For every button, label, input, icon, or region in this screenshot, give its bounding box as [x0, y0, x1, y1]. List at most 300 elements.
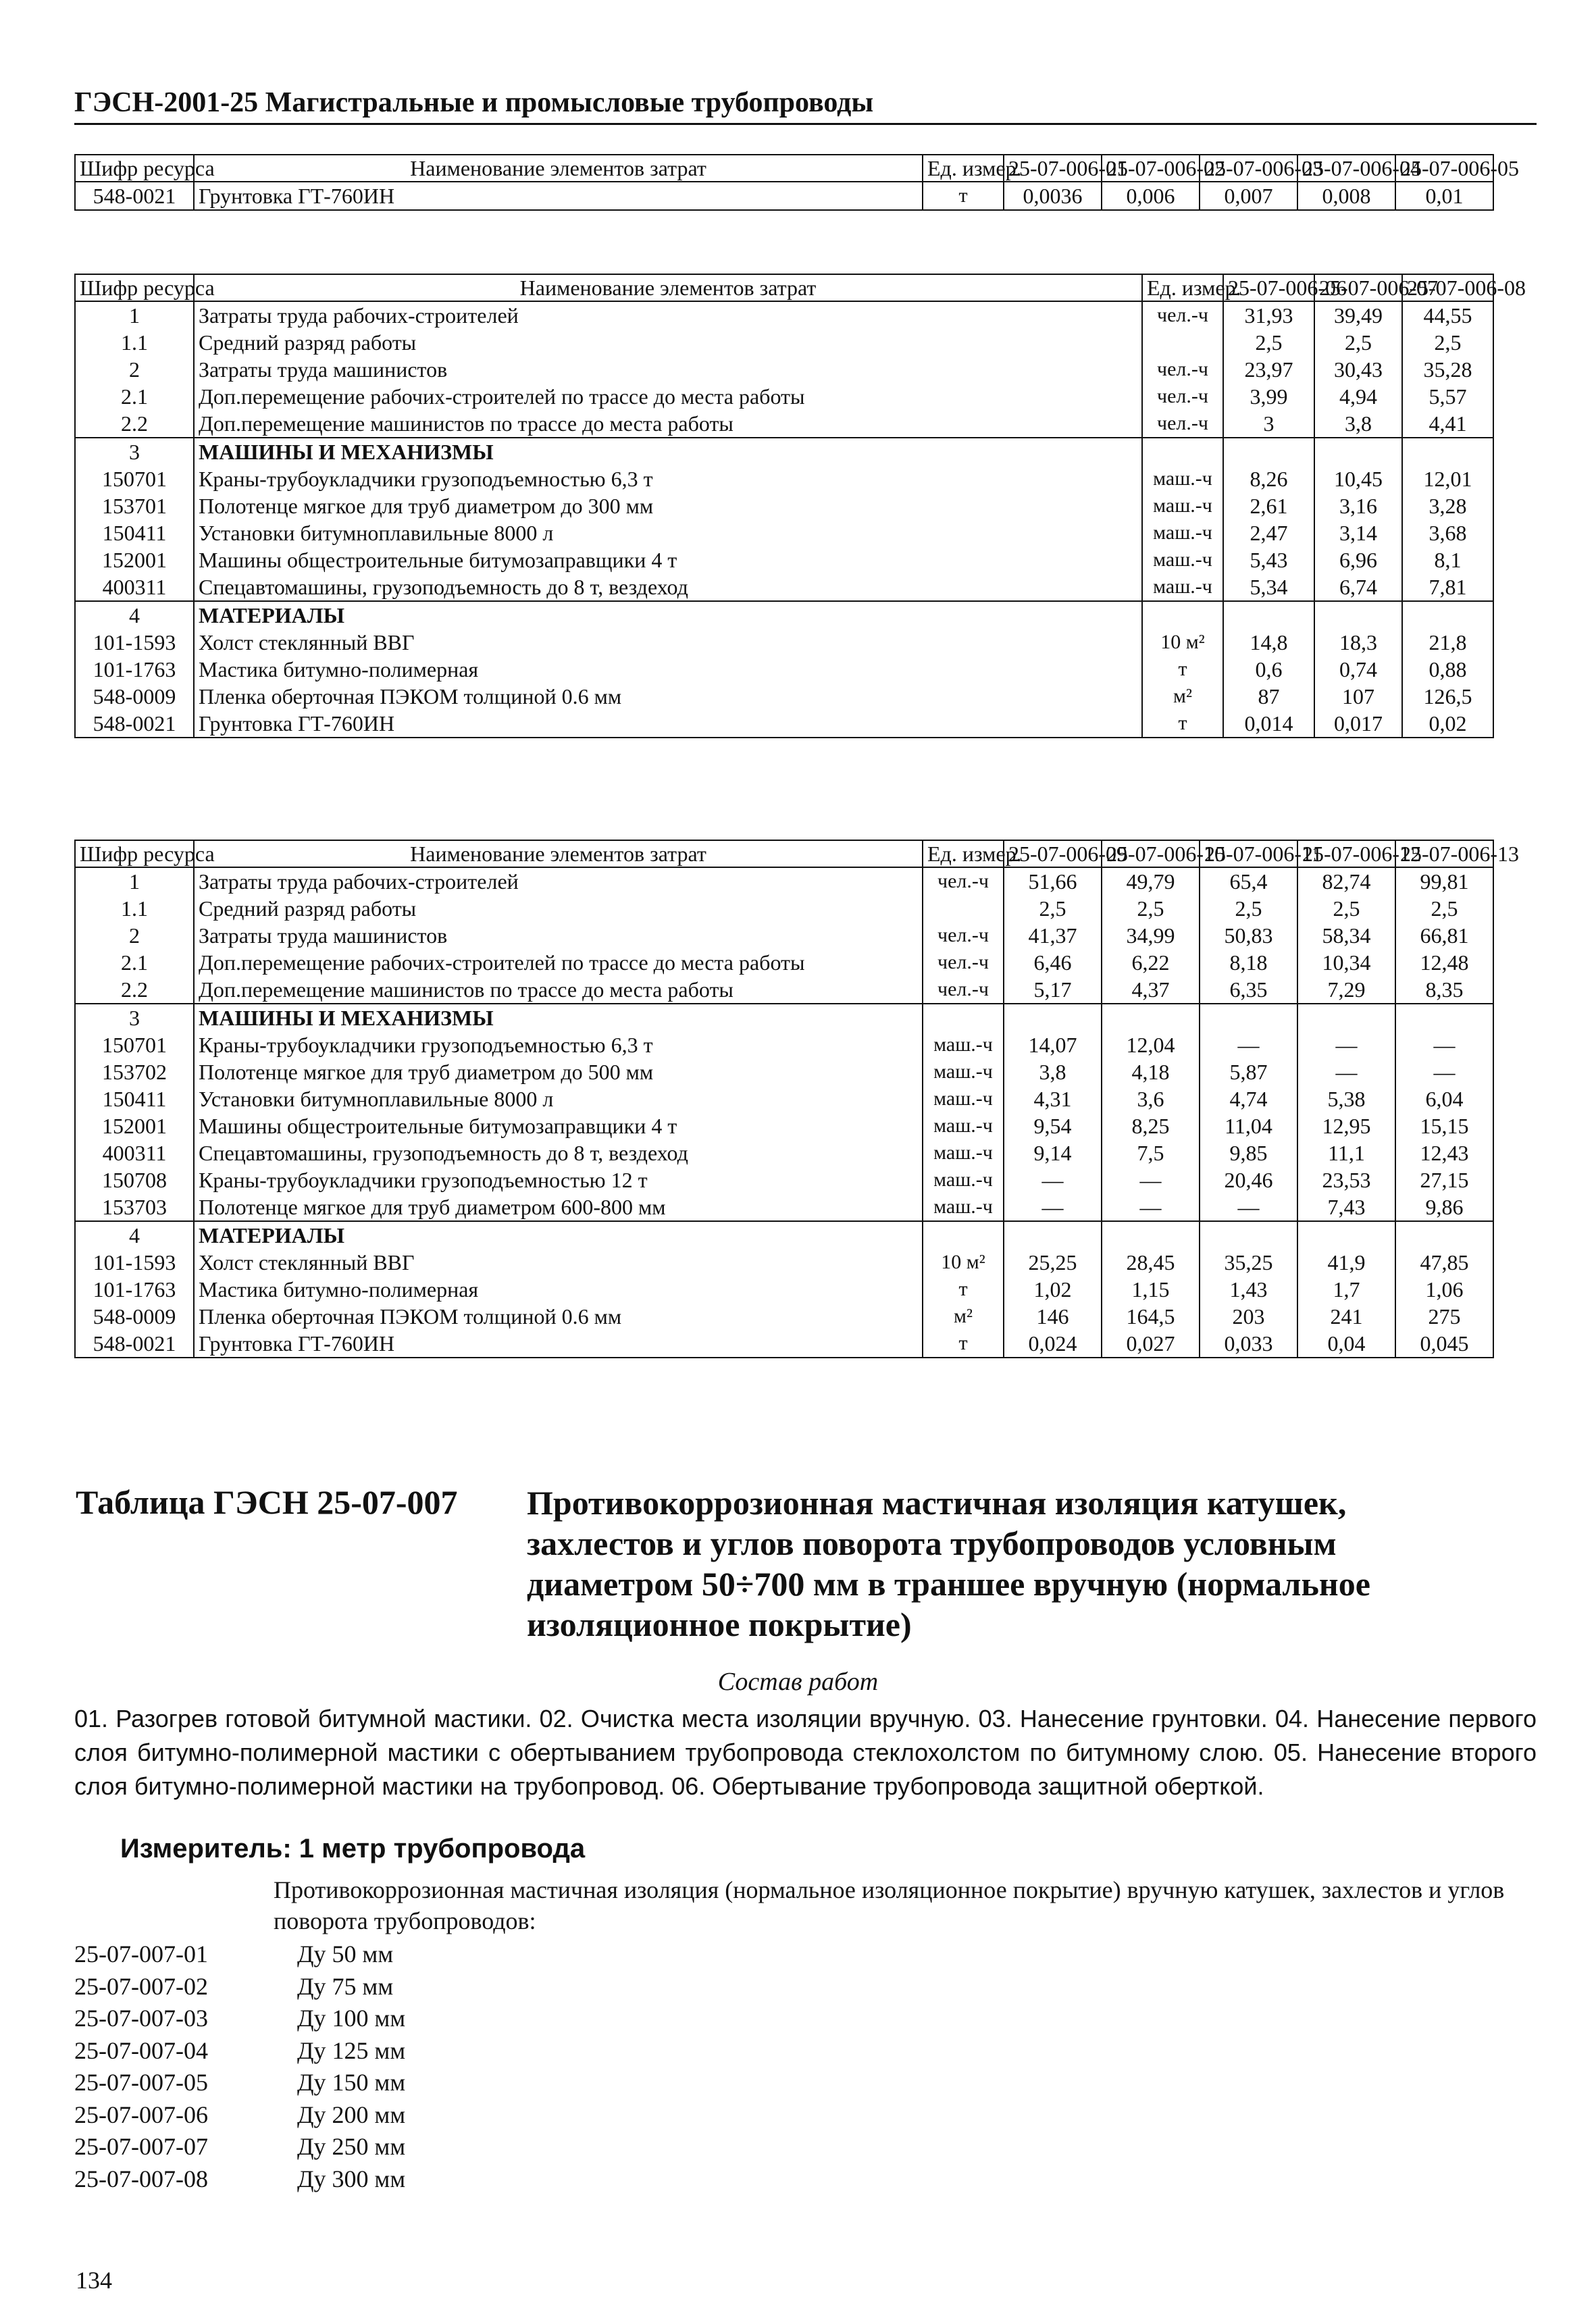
value-cell: 164,5 — [1102, 1303, 1200, 1330]
value-cell: 6,96 — [1314, 546, 1402, 573]
variant-label: Ду 75 мм — [297, 1972, 394, 2000]
table-header-row — [75, 274, 1493, 301]
value-cell: 8,18 — [1200, 949, 1297, 976]
value-cell: 5,57 — [1402, 383, 1493, 410]
value-cell: 0,01 — [1395, 182, 1493, 210]
column-header-code: Шифр ресурса — [75, 840, 194, 867]
value-cell: 1,06 — [1395, 1276, 1493, 1303]
resource-code: 2 — [75, 356, 194, 383]
table-header-row — [75, 155, 1493, 182]
column-header-variant: 25-07-006-09 — [1004, 840, 1102, 867]
value-cell: 30,43 — [1314, 356, 1402, 383]
unit-of-measure-cell: 10 м² — [1142, 629, 1223, 656]
unit-of-measure-cell: т — [923, 182, 1004, 210]
resource-name: Пленка оберточная ПЭКОМ толщиной 0.6 мм — [194, 683, 1142, 710]
value-cell: 35,28 — [1402, 356, 1493, 383]
value-cell: 1,43 — [1200, 1276, 1297, 1303]
value-cell: 6,22 — [1102, 949, 1200, 976]
resource-code: 2.2 — [75, 976, 194, 1004]
table-row — [75, 438, 1493, 465]
unit-of-measure-cell: маш.-ч — [1142, 465, 1223, 492]
resource-name: Холст стеклянный ВВГ — [194, 629, 1142, 656]
table-row — [75, 573, 1493, 601]
resource-code: 548-0021 — [75, 710, 194, 738]
value-cell: — — [1200, 1031, 1297, 1058]
variant-code: 25-07-007-01 — [74, 1940, 208, 1968]
work-composition-paragraph: 01. Разогрев готовой битумной мастики. 02. Очистка места изоляции вручную. 03. Нанесение грунтовки. 04. Нанесение первого слоя битумно-полимерной мастики с обертыванием трубопровода стеклохолстом по битумному слою. 05. Нанесение второго слоя битумно-полимерной мастики на трубопровод. 06. Обертывание трубопровода защитной оберткой. — [74, 1705, 1537, 1800]
resource-code: 153701 — [75, 492, 194, 519]
variant-label: Ду 250 мм — [297, 2133, 406, 2160]
value-cell: 2,5 — [1395, 895, 1493, 922]
table-row — [75, 867, 1493, 895]
work-composition-heading: Состав работ — [717, 1668, 879, 1696]
value-cell: 0,6 — [1223, 656, 1314, 683]
unit-of-measure-cell: маш.-ч — [923, 1031, 1004, 1058]
resource-code: 3 — [75, 1004, 194, 1031]
resource-code: 1 — [75, 867, 194, 895]
value-cell: 9,14 — [1004, 1139, 1102, 1166]
unit-of-measure-cell: маш.-ч — [1142, 492, 1223, 519]
unit-of-measure: Измеритель: 1 метр трубопровода — [120, 1834, 586, 1863]
value-cell: 1,15 — [1102, 1276, 1200, 1303]
value-cell: 4,94 — [1314, 383, 1402, 410]
column-header-variant: 25-07-006-13 — [1395, 840, 1493, 867]
resource-code: 4 — [75, 1221, 194, 1249]
resource-code: 548-0009 — [75, 683, 194, 710]
variant-code: 25-07-007-08 — [74, 2165, 208, 2192]
value-cell: 2,5 — [1102, 895, 1200, 922]
column-header-variant: 25-07-006-03 — [1200, 155, 1297, 182]
value-cell: 9,86 — [1395, 1193, 1493, 1221]
value-cell: 58,34 — [1297, 922, 1395, 949]
value-cell: 3,14 — [1314, 519, 1402, 546]
value-cell: 8,26 — [1223, 465, 1314, 492]
unit-of-measure-cell — [923, 895, 1004, 922]
unit-of-measure-cell: 10 м² — [923, 1249, 1004, 1276]
table-row — [75, 1139, 1493, 1166]
variant-label: Ду 150 мм — [297, 2069, 406, 2096]
variant-code: 25-07-007-04 — [74, 2036, 208, 2064]
value-cell: 14,07 — [1004, 1031, 1102, 1058]
column-header-variant: 25-07-006-02 — [1102, 155, 1200, 182]
unit-of-measure-cell: маш.-ч — [1142, 573, 1223, 601]
value-cell: 21,8 — [1402, 629, 1493, 656]
resource-name: Грунтовка ГТ-760ИН — [194, 1330, 923, 1358]
value-cell: 107 — [1314, 683, 1402, 710]
value-cell: 0,006 — [1102, 182, 1200, 210]
variants-list — [74, 1938, 405, 2195]
value-cell: — — [1004, 1193, 1102, 1221]
value-cell: 3,8 — [1314, 410, 1402, 438]
resource-code: 101-1763 — [75, 1276, 194, 1303]
table-row — [75, 546, 1493, 573]
resource-name: Затраты труда рабочих-строителей — [194, 301, 1142, 329]
column-header-name: Наименование элементов затрат — [194, 155, 923, 182]
value-cell: 241 — [1297, 1303, 1395, 1330]
table-header-row — [75, 840, 1493, 867]
value-cell — [1402, 438, 1493, 465]
value-cell: 12,95 — [1297, 1112, 1395, 1139]
value-cell — [1314, 438, 1402, 465]
resource-name: МАШИНЫ И МЕХАНИЗМЫ — [194, 438, 1142, 465]
value-cell: 275 — [1395, 1303, 1493, 1330]
resource-name: Полотенце мягкое для труб диаметром до 500 мм — [194, 1058, 923, 1085]
value-cell — [1314, 601, 1402, 629]
value-cell: 8,25 — [1102, 1112, 1200, 1139]
value-cell: 3,16 — [1314, 492, 1402, 519]
resource-code: 4 — [75, 601, 194, 629]
table-row — [75, 1112, 1493, 1139]
column-header-variant: 25-07-006-10 — [1102, 840, 1200, 867]
resource-code: 150411 — [75, 1085, 194, 1112]
resource-name: Доп.перемещение машинистов по трассе до места работы — [194, 976, 923, 1004]
table-row — [75, 683, 1493, 710]
value-cell: 2,5 — [1223, 329, 1314, 356]
resource-name: Доп.перемещение машинистов по трассе до места работы — [194, 410, 1142, 438]
unit-of-measure-cell: чел.-ч — [1142, 301, 1223, 329]
resource-name: Краны-трубоукладчики грузоподъемностью 12 т — [194, 1166, 923, 1193]
table-title: Противокоррозионная мастичная изоляция катушек, захлестов и углов поворота трубопроводов условным диаметром 50÷700 мм в траншее вручную (нормальное изоляционное покрытие) — [527, 1484, 1370, 1643]
value-cell: 5,87 — [1200, 1058, 1297, 1085]
resource-code: 2.1 — [75, 383, 194, 410]
resource-code: 150411 — [75, 519, 194, 546]
value-cell — [1297, 1221, 1395, 1249]
value-cell: 15,15 — [1395, 1112, 1493, 1139]
table-row — [75, 410, 1493, 438]
value-cell — [1297, 1004, 1395, 1031]
resource-code: 152001 — [75, 546, 194, 573]
value-cell: 14,8 — [1223, 629, 1314, 656]
unit-of-measure-cell: т — [923, 1276, 1004, 1303]
resource-name: Грунтовка ГТ-760ИН — [194, 182, 923, 210]
variant-item — [74, 1971, 405, 2003]
unit-of-measure-cell: маш.-ч — [923, 1193, 1004, 1221]
value-cell: 39,49 — [1314, 301, 1402, 329]
table-row — [75, 976, 1493, 1004]
unit-of-measure-cell: чел.-ч — [923, 922, 1004, 949]
variant-item — [74, 2131, 405, 2163]
value-cell: 6,74 — [1314, 573, 1402, 601]
resource-table-2 — [74, 274, 1526, 738]
table-row — [75, 182, 1493, 210]
table-row — [75, 1276, 1493, 1303]
resource-name: Полотенце мягкое для труб диаметром до 300 мм — [194, 492, 1142, 519]
value-cell: — — [1200, 1193, 1297, 1221]
value-cell: 0,007 — [1200, 182, 1297, 210]
table-row — [75, 601, 1493, 629]
unit-of-measure-cell: т — [923, 1330, 1004, 1358]
value-cell: 35,25 — [1200, 1249, 1297, 1276]
column-header-unit: Ед. измер. — [1142, 274, 1223, 301]
column-header-variant: 25-07-006-01 — [1004, 155, 1102, 182]
unit-of-measure-cell — [1142, 438, 1223, 465]
value-cell: 18,3 — [1314, 629, 1402, 656]
resource-name: Установки битумноплавильные 8000 л — [194, 519, 1142, 546]
value-cell: — — [1004, 1166, 1102, 1193]
resource-table-1 — [74, 154, 1519, 211]
unit-of-measure-cell: маш.-ч — [923, 1166, 1004, 1193]
column-header-unit: Ед. измер. — [923, 840, 1004, 867]
value-cell: 11,04 — [1200, 1112, 1297, 1139]
resource-code: 101-1763 — [75, 656, 194, 683]
unit-of-measure-cell: маш.-ч — [923, 1112, 1004, 1139]
value-cell: 12,04 — [1102, 1031, 1200, 1058]
resource-name: Затраты труда рабочих-строителей — [194, 867, 923, 895]
column-header-code: Шифр ресурса — [75, 274, 194, 301]
column-header-name: Наименование элементов затрат — [194, 840, 923, 867]
value-cell — [1223, 601, 1314, 629]
variant-label: Ду 125 мм — [297, 2036, 406, 2064]
value-cell: 12,01 — [1402, 465, 1493, 492]
value-cell: 5,43 — [1223, 546, 1314, 573]
value-cell: 82,74 — [1297, 867, 1395, 895]
value-cell: 3,28 — [1402, 492, 1493, 519]
resource-name: Затраты труда машинистов — [194, 356, 1142, 383]
resource-name: Грунтовка ГТ-760ИН — [194, 710, 1142, 738]
table-label: Таблица ГЭСН 25-07-007 — [76, 1483, 458, 1521]
value-cell: 2,5 — [1200, 895, 1297, 922]
value-cell: 5,38 — [1297, 1085, 1395, 1112]
value-cell: 7,5 — [1102, 1139, 1200, 1166]
column-header-variant: 25-07-006-06 — [1223, 274, 1314, 301]
resource-code: 152001 — [75, 1112, 194, 1139]
value-cell: — — [1297, 1031, 1395, 1058]
value-cell: 126,5 — [1402, 683, 1493, 710]
value-cell: 3,8 — [1004, 1058, 1102, 1085]
variant-item — [74, 2067, 405, 2099]
value-cell: 0,024 — [1004, 1330, 1102, 1358]
resource-name: Спецавтомашины, грузоподъемность до 8 т, вездеход — [194, 573, 1142, 601]
table-row — [75, 301, 1493, 329]
column-header-variant: 25-07-006-04 — [1297, 155, 1395, 182]
value-cell: 0,027 — [1102, 1330, 1200, 1358]
value-cell: 5,34 — [1223, 573, 1314, 601]
column-header-variant: 25-07-006-11 — [1200, 840, 1297, 867]
resource-name: Машины общестроительные битумозаправщики 4 т — [194, 1112, 923, 1139]
value-cell: 12,48 — [1395, 949, 1493, 976]
value-cell: 4,18 — [1102, 1058, 1200, 1085]
resource-code: 101-1593 — [75, 1249, 194, 1276]
table-row — [75, 1058, 1493, 1085]
resource-code: 1.1 — [75, 329, 194, 356]
value-cell: 0,045 — [1395, 1330, 1493, 1358]
value-cell: 20,46 — [1200, 1166, 1297, 1193]
resource-name: Краны-трубоукладчики грузоподъемностью 6,3 т — [194, 465, 1142, 492]
variant-label: Ду 200 мм — [297, 2101, 406, 2128]
value-cell: — — [1102, 1193, 1200, 1221]
variant-item — [74, 2035, 405, 2067]
table-row — [75, 710, 1493, 738]
value-cell: 5,17 — [1004, 976, 1102, 1004]
value-cell: 0,014 — [1223, 710, 1314, 738]
value-cell: 34,99 — [1102, 922, 1200, 949]
table-row — [75, 922, 1493, 949]
table-row — [75, 1193, 1493, 1221]
table-row — [75, 895, 1493, 922]
value-cell: 146 — [1004, 1303, 1102, 1330]
value-cell: 3,68 — [1402, 519, 1493, 546]
unit-of-measure-cell: маш.-ч — [1142, 546, 1223, 573]
value-cell: 0,74 — [1314, 656, 1402, 683]
value-cell: 44,55 — [1402, 301, 1493, 329]
table-row — [75, 492, 1493, 519]
variant-item — [74, 2003, 405, 2035]
value-cell: 0,04 — [1297, 1330, 1395, 1358]
resource-table-3 — [74, 840, 1519, 1358]
work-composition-text — [74, 1702, 1537, 1803]
value-cell: 8,1 — [1402, 546, 1493, 573]
resource-name: МАТЕРИАЛЫ — [194, 1221, 923, 1249]
resource-code: 153703 — [75, 1193, 194, 1221]
table-row — [75, 1085, 1493, 1112]
value-cell: 50,83 — [1200, 922, 1297, 949]
unit-of-measure-cell — [923, 1004, 1004, 1031]
value-cell: 0,033 — [1200, 1330, 1297, 1358]
resource-name: Средний разряд работы — [194, 329, 1142, 356]
value-cell: 6,04 — [1395, 1085, 1493, 1112]
value-cell: 1,7 — [1297, 1276, 1395, 1303]
unit-of-measure-cell — [923, 1221, 1004, 1249]
value-cell: 66,81 — [1395, 922, 1493, 949]
table-row — [75, 1330, 1493, 1358]
variant-item — [74, 2163, 405, 2196]
unit-of-measure-cell: чел.-ч — [1142, 383, 1223, 410]
table-row — [75, 356, 1493, 383]
unit-of-measure-cell — [1142, 601, 1223, 629]
variant-code: 25-07-007-06 — [74, 2101, 208, 2128]
value-cell: 4,74 — [1200, 1085, 1297, 1112]
table-row — [75, 1031, 1493, 1058]
unit-of-measure-cell: чел.-ч — [1142, 410, 1223, 438]
value-cell: 3,6 — [1102, 1085, 1200, 1112]
resource-code: 548-0021 — [75, 1330, 194, 1358]
table-row — [75, 1166, 1493, 1193]
value-cell: 2,47 — [1223, 519, 1314, 546]
table-row — [75, 383, 1493, 410]
value-cell: 0,017 — [1314, 710, 1402, 738]
resource-code: 101-1593 — [75, 629, 194, 656]
value-cell: 1,02 — [1004, 1276, 1102, 1303]
unit-of-measure-cell: маш.-ч — [923, 1085, 1004, 1112]
column-header-variant: 25-07-006-05 — [1395, 155, 1493, 182]
resource-name: Доп.перемещение рабочих-строителей по трассе до места работы — [194, 949, 923, 976]
resource-name: Холст стеклянный ВВГ — [194, 1249, 923, 1276]
variant-code: 25-07-007-02 — [74, 1972, 208, 2000]
resource-name: МАШИНЫ И МЕХАНИЗМЫ — [194, 1004, 923, 1031]
value-cell: 9,54 — [1004, 1112, 1102, 1139]
value-cell: 4,37 — [1102, 976, 1200, 1004]
resource-code: 2.2 — [75, 410, 194, 438]
resource-code: 3 — [75, 438, 194, 465]
resource-name: Краны-трубоукладчики грузоподъемностью 6,3 т — [194, 1031, 923, 1058]
value-cell: 23,53 — [1297, 1166, 1395, 1193]
unit-of-measure-cell: чел.-ч — [923, 976, 1004, 1004]
value-cell — [1102, 1004, 1200, 1031]
column-header-variant: 25-07-006-07 — [1314, 274, 1402, 301]
page-header: ГЭСН-2001-25 Магистральные и промысловые трубопроводы — [74, 86, 1537, 125]
resource-code: 548-0009 — [75, 1303, 194, 1330]
unit-of-measure-cell: м² — [923, 1303, 1004, 1330]
value-cell: 25,25 — [1004, 1249, 1102, 1276]
value-cell: 12,43 — [1395, 1139, 1493, 1166]
unit-of-measure-cell: чел.-ч — [1142, 356, 1223, 383]
unit-of-measure-cell: маш.-ч — [923, 1139, 1004, 1166]
value-cell: 0,88 — [1402, 656, 1493, 683]
value-cell: 2,5 — [1004, 895, 1102, 922]
value-cell: 27,15 — [1395, 1166, 1493, 1193]
value-cell: 2,61 — [1223, 492, 1314, 519]
resource-name: Установки битумноплавильные 8000 л — [194, 1085, 923, 1112]
table-row — [75, 329, 1493, 356]
value-cell — [1200, 1221, 1297, 1249]
value-cell: 6,35 — [1200, 976, 1297, 1004]
resource-code: 400311 — [75, 573, 194, 601]
value-cell — [1004, 1004, 1102, 1031]
table-row — [75, 1004, 1493, 1031]
value-cell: 7,29 — [1297, 976, 1395, 1004]
value-cell — [1200, 1004, 1297, 1031]
value-cell: 65,4 — [1200, 867, 1297, 895]
table-row — [75, 629, 1493, 656]
resource-name: Затраты труда машинистов — [194, 922, 923, 949]
value-cell: 51,66 — [1004, 867, 1102, 895]
value-cell: — — [1395, 1031, 1493, 1058]
value-cell: 41,37 — [1004, 922, 1102, 949]
value-cell: 4,41 — [1402, 410, 1493, 438]
value-cell: 10,45 — [1314, 465, 1402, 492]
variant-label: Ду 50 мм — [297, 1940, 394, 1968]
variant-item — [74, 2099, 405, 2132]
value-cell: 0,02 — [1402, 710, 1493, 738]
resource-code: 548-0021 — [75, 182, 194, 210]
resource-code: 2 — [75, 922, 194, 949]
value-cell: 7,81 — [1402, 573, 1493, 601]
column-header-unit: Ед. измер. — [923, 155, 1004, 182]
value-cell: 11,1 — [1297, 1139, 1395, 1166]
resource-name: Доп.перемещение рабочих-строителей по трассе до места работы — [194, 383, 1142, 410]
resource-name: Полотенце мягкое для труб диаметром 600-800 мм — [194, 1193, 923, 1221]
value-cell: 2,5 — [1314, 329, 1402, 356]
value-cell: 99,81 — [1395, 867, 1493, 895]
unit-of-measure-cell: т — [1142, 710, 1223, 738]
variant-label: Ду 300 мм — [297, 2165, 406, 2192]
resource-name: МАТЕРИАЛЫ — [194, 601, 1142, 629]
variant-label: Ду 100 мм — [297, 2005, 406, 2032]
value-cell — [1102, 1221, 1200, 1249]
column-header-code: Шифр ресурса — [75, 155, 194, 182]
unit-of-measure-cell: чел.-ч — [923, 867, 1004, 895]
unit-of-measure-cell: м² — [1142, 683, 1223, 710]
table-row — [75, 1221, 1493, 1249]
column-header-variant: 25-07-006-08 — [1402, 274, 1493, 301]
value-cell: — — [1395, 1058, 1493, 1085]
value-cell — [1395, 1221, 1493, 1249]
column-header-variant: 25-07-006-12 — [1297, 840, 1395, 867]
resource-name: Мастика битумно-полимерная — [194, 1276, 923, 1303]
resource-name: Машины общестроительные битумозаправщики 4 т — [194, 546, 1142, 573]
value-cell: 31,93 — [1223, 301, 1314, 329]
resource-code: 400311 — [75, 1139, 194, 1166]
variant-code: 25-07-007-05 — [74, 2069, 208, 2096]
value-cell: 6,46 — [1004, 949, 1102, 976]
value-cell: 47,85 — [1395, 1249, 1493, 1276]
value-cell: 28,45 — [1102, 1249, 1200, 1276]
variant-code: 25-07-007-03 — [74, 2005, 208, 2032]
unit-of-measure-cell: чел.-ч — [923, 949, 1004, 976]
value-cell: 3 — [1223, 410, 1314, 438]
value-cell: 41,9 — [1297, 1249, 1395, 1276]
table-row — [75, 656, 1493, 683]
